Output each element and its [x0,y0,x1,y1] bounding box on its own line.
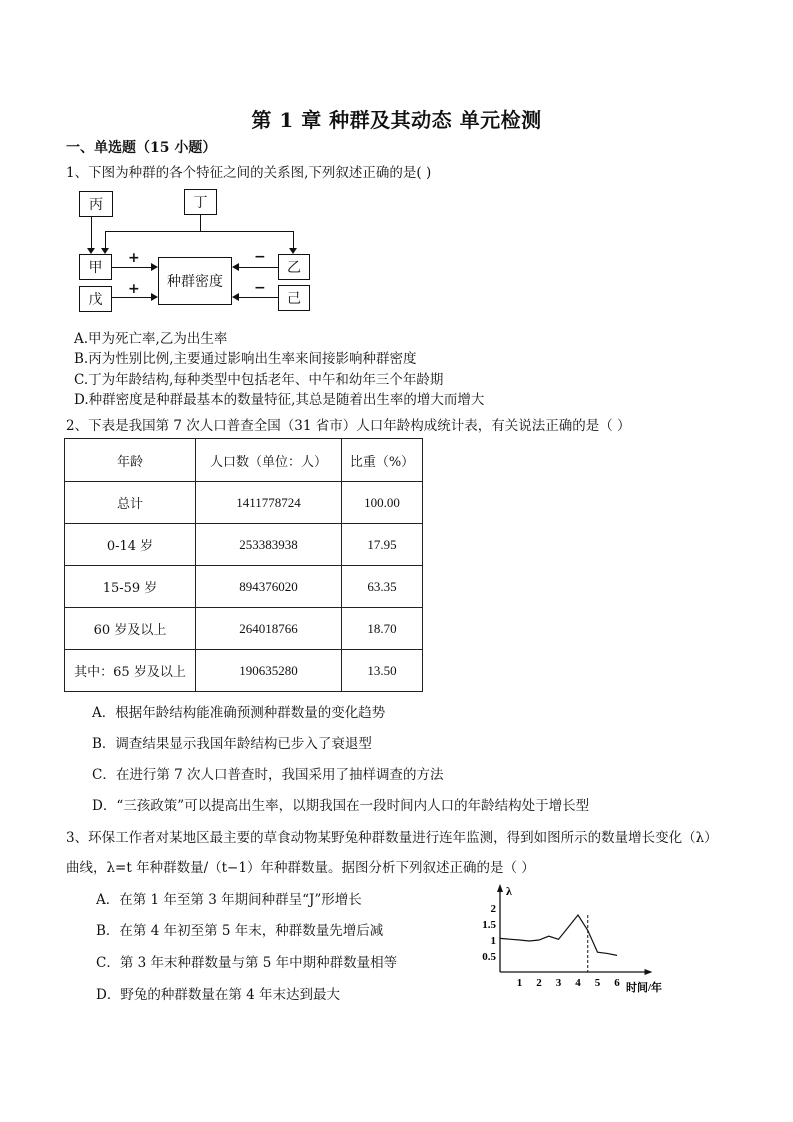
question-3-option-c: C．第 3 年末种群数量与第 5 年中期种群数量相等 [96,955,398,971]
node-yi: 乙 [278,254,310,280]
question-1-stem: 1、下图为种群的各个特征之间的关系图,下列叙述正确的是( ) [66,165,432,181]
arrowhead [151,293,158,301]
question-2-option-b: B．调查结果显示我国年龄结构已步入了衰退型 [92,736,372,752]
table-cell: 18.70 [342,608,423,650]
lambda-series-line [500,915,617,955]
y-axis-label: λ [506,884,512,898]
question-2-stem: 2、下表是我国第 7 次人口普查全国（31 省市）人口年龄构成统计表，有关说法正确的是（ ） [66,418,631,434]
question-1-option-d: D.种群密度是种群最基本的数量特征,其总是随着出生率的增大而增大 [74,392,485,408]
arrowhead [151,263,158,271]
table-cell: 15-59 岁 [65,566,196,608]
question-1-option-c: C.丁为年龄结构,每种类型中包括老年、中午和幼年三个年龄期 [74,372,444,388]
question-2-option-a: A．根据年龄结构能准确预测种群数量的变化趋势 [92,705,386,721]
minus-sign: − [254,249,266,265]
table-cell: 其中：65 岁及以上 [65,650,196,692]
table-cell: 17.95 [342,524,423,566]
question-1-option-b: B.丙为性别比例,主要通过影响出生率来间接影响种群密度 [74,351,417,367]
x-tick-label: 6 [614,977,620,989]
diagram-arrowheads [0,0,793,340]
arrowhead [289,248,297,254]
table-cell: 894376020 [196,566,342,608]
node-wu: 戊 [79,286,112,312]
table-row [65,524,423,566]
table-cell: 60 岁及以上 [65,608,196,650]
y-tick-label: 0.5 [482,951,496,963]
x-tick-label: 4 [575,977,581,989]
table-row [65,650,423,692]
table-row [65,482,423,524]
x-axis-arrowhead [645,969,653,975]
node-ding: 丁 [184,189,217,215]
arrowhead [87,248,95,254]
table-cell: 1411778724 [196,482,342,524]
table-cell: 63.35 [342,566,423,608]
table-cell: 0-14 岁 [65,524,196,566]
x-tick-label: 3 [555,977,562,989]
lambda-growth-chart [470,880,680,1005]
table-header-row [65,439,423,482]
question-2-option-c: C．在进行第 7 次人口普查时，我国采用了抽样调查的方法 [92,767,444,783]
question-1-option-a: A.甲为死亡率,乙为出生率 [74,331,228,347]
table-row [65,608,423,650]
section-heading: 一、单选题（15 小题） [66,140,217,156]
question-3-option-d: D．野兔的种群数量在第 4 年末达到最大 [96,987,340,1003]
table-cell: 总计 [65,482,196,524]
table-header-cell: 人口数（单位：人） [196,439,342,482]
x-tick-label: 1 [516,977,523,989]
node-jia: 甲 [79,254,112,280]
table-row [65,566,423,608]
table-cell: 13.50 [342,650,423,692]
page-title: 第 1 章 种群及其动态 单元检测 [251,108,542,132]
arrowhead [101,248,109,254]
question-3-option-b: B．在第 4 年初至第 5 年末，种群数量先增后减 [96,923,384,939]
y-tick-label: 2 [490,903,496,915]
question-3-stem-line-1: 3、环保工作者对某地区最主要的草食动物某野兔种群数量进行连年监测，得到如图所示的数量增长变化（λ） [66,830,718,846]
x-tick-label: 5 [594,977,601,989]
node-ji: 己 [278,285,310,311]
arrowhead [232,263,239,271]
table-cell: 264018766 [196,608,342,650]
table-header-cell: 年龄 [65,439,196,482]
table-header-cell: 比重（%） [342,439,423,482]
plus-sign: + [128,281,140,297]
minus-sign: − [254,280,266,296]
y-tick-label: 1.5 [482,919,496,931]
table-cell: 253383938 [196,524,342,566]
y-tick-label: 1 [490,935,496,947]
question-3-option-a: A．在第 1 年至第 3 年期间种群呈“J”形增长 [96,892,362,908]
census-age-table [64,438,423,692]
question-3-stem-line-2: 曲线，λ=t 年种群数量/（t−1）年种群数量。据图分析下列叙述正确的是（ ） [66,860,535,876]
node-bing: 丙 [79,191,113,217]
question-2-option-d: D．“三孩政策”可以提高出生率，以期我国在一段时间内人口的年龄结构处于增长型 [92,798,590,814]
plus-sign: + [128,250,140,266]
x-axis-label: 时间/年 [626,982,663,994]
y-axis-arrowhead [497,884,503,892]
x-tick-label: 2 [536,977,542,989]
table-cell: 190635280 [196,650,342,692]
table-cell: 100.00 [342,482,423,524]
node-population-density: 种群密度 [158,257,232,305]
arrowhead [232,293,239,301]
